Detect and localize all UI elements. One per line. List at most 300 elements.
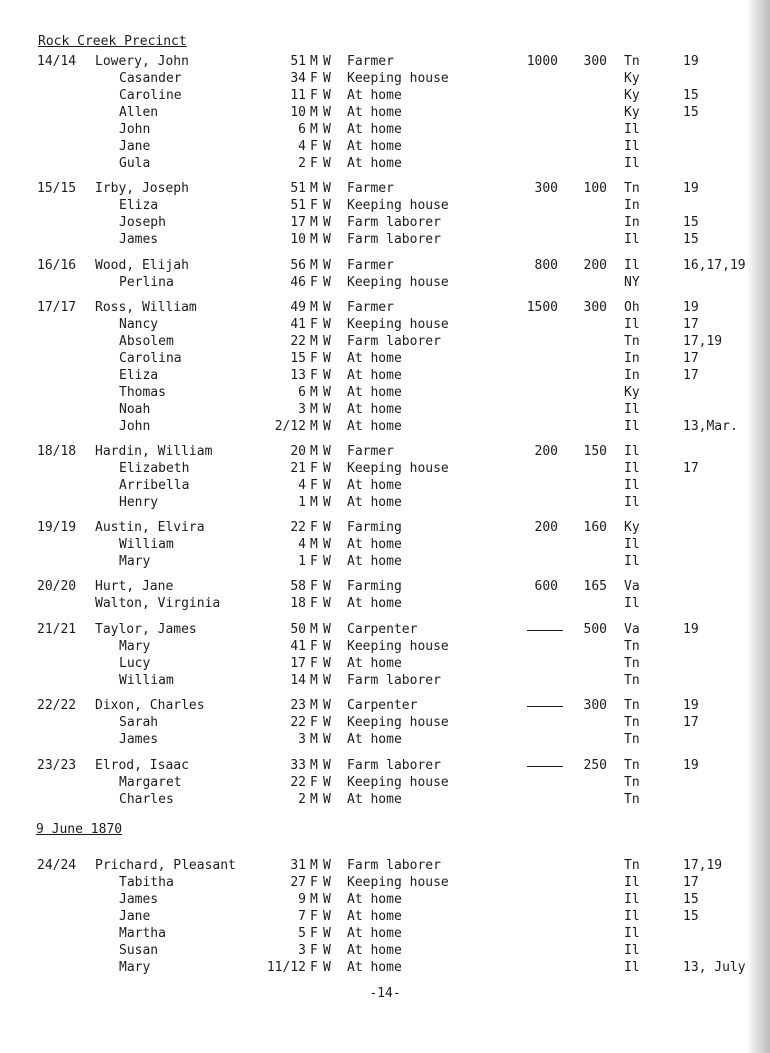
dwelling-family-number: 19/19 bbox=[37, 520, 77, 535]
personal-estate-value: 100 bbox=[583, 181, 607, 196]
dwelling-family-number: 24/24 bbox=[37, 858, 77, 873]
personal-estate-value: 200 bbox=[583, 258, 607, 273]
person-occupation: At home bbox=[347, 88, 402, 103]
birthplace: In bbox=[624, 368, 640, 383]
birthplace: Il bbox=[624, 960, 640, 975]
person-occupation: At home bbox=[347, 351, 402, 366]
person-age: 49 bbox=[290, 300, 306, 315]
person-age: 5 bbox=[298, 926, 306, 941]
person-race: W bbox=[323, 317, 331, 332]
person-name: Martha bbox=[119, 926, 166, 941]
person-race: W bbox=[323, 909, 331, 924]
person-name: Jane bbox=[119, 909, 151, 924]
census-notes: 13,Mar. bbox=[683, 419, 738, 434]
person-age: 1 bbox=[298, 554, 306, 569]
census-row bbox=[0, 757, 770, 774]
person-race: W bbox=[323, 461, 331, 476]
person-occupation: Farmer bbox=[347, 444, 394, 459]
person-sex: F bbox=[310, 554, 318, 569]
person-age: 34 bbox=[290, 71, 306, 86]
person-sex: F bbox=[310, 71, 318, 86]
birthplace: Ky bbox=[624, 385, 640, 400]
person-race: W bbox=[323, 892, 331, 907]
person-name: Charles bbox=[119, 792, 174, 807]
census-row bbox=[0, 231, 770, 248]
person-occupation: At home bbox=[347, 943, 402, 958]
person-sex: F bbox=[310, 775, 318, 790]
census-row bbox=[0, 53, 770, 70]
person-occupation: At home bbox=[347, 402, 402, 417]
birthplace: Il bbox=[624, 232, 640, 247]
person-name: Hurt, Jane bbox=[95, 579, 174, 594]
dwelling-family-number: 20/20 bbox=[37, 579, 77, 594]
birthplace: Il bbox=[624, 909, 640, 924]
person-sex: M bbox=[310, 732, 318, 747]
person-race: W bbox=[323, 673, 331, 688]
person-age: 23 bbox=[290, 698, 306, 713]
person-age: 2 bbox=[298, 792, 306, 807]
birthplace: Tn bbox=[624, 334, 640, 349]
census-notes: 17 bbox=[683, 351, 699, 366]
birthplace: Tn bbox=[624, 673, 640, 688]
birthplace: In bbox=[624, 351, 640, 366]
census-notes: 17 bbox=[683, 317, 699, 332]
census-row bbox=[0, 621, 770, 638]
census-notes: 19 bbox=[683, 622, 699, 637]
birthplace: Il bbox=[624, 139, 640, 154]
person-race: W bbox=[323, 960, 331, 975]
person-race: W bbox=[323, 139, 331, 154]
person-occupation: Keeping house bbox=[347, 71, 449, 86]
census-row bbox=[0, 214, 770, 231]
person-name: Mary bbox=[119, 639, 151, 654]
census-row bbox=[0, 104, 770, 121]
person-name: Tabitha bbox=[119, 875, 174, 890]
person-age: 20 bbox=[290, 444, 306, 459]
person-age: 58 bbox=[290, 579, 306, 594]
person-race: W bbox=[323, 215, 331, 230]
person-occupation: Keeping house bbox=[347, 715, 449, 730]
census-row bbox=[0, 553, 770, 570]
person-age: 41 bbox=[290, 317, 306, 332]
person-race: W bbox=[323, 54, 331, 69]
person-age: 4 bbox=[298, 478, 306, 493]
person-age: 10 bbox=[290, 232, 306, 247]
personal-estate-value: 300 bbox=[583, 54, 607, 69]
person-name: Prichard, Pleasant bbox=[95, 858, 236, 873]
census-notes: 15 bbox=[683, 892, 699, 907]
person-name: Thomas bbox=[119, 385, 166, 400]
census-row bbox=[0, 367, 770, 384]
birthplace: Il bbox=[624, 892, 640, 907]
real-estate-value: 200 bbox=[534, 444, 558, 459]
person-name: Absolem bbox=[119, 334, 174, 349]
person-sex: F bbox=[310, 139, 318, 154]
census-row bbox=[0, 477, 770, 494]
person-sex: F bbox=[310, 926, 318, 941]
person-race: W bbox=[323, 402, 331, 417]
person-sex: M bbox=[310, 419, 318, 434]
personal-estate-value: 165 bbox=[583, 579, 607, 594]
person-age: 2 bbox=[298, 156, 306, 171]
person-race: W bbox=[323, 596, 331, 611]
person-occupation: Keeping house bbox=[347, 461, 449, 476]
person-age: 6 bbox=[298, 385, 306, 400]
person-name: Ross, William bbox=[95, 300, 197, 315]
person-age: 13 bbox=[290, 368, 306, 383]
census-notes: 16,17,19 bbox=[683, 258, 746, 273]
person-age: 2/12 bbox=[274, 419, 306, 434]
person-occupation: Keeping house bbox=[347, 317, 449, 332]
birthplace: Tn bbox=[624, 858, 640, 873]
person-race: W bbox=[323, 943, 331, 958]
birthplace: Il bbox=[624, 156, 640, 171]
person-occupation: At home bbox=[347, 926, 402, 941]
dwelling-family-number: 22/22 bbox=[37, 698, 77, 713]
personal-estate-value: 300 bbox=[583, 300, 607, 315]
census-notes: 17,19 bbox=[683, 858, 723, 873]
person-occupation: At home bbox=[347, 478, 402, 493]
birthplace: Tn bbox=[624, 792, 640, 807]
person-sex: M bbox=[310, 232, 318, 247]
person-race: W bbox=[323, 122, 331, 137]
person-sex: F bbox=[310, 596, 318, 611]
census-notes: 17 bbox=[683, 875, 699, 890]
person-age: 17 bbox=[290, 215, 306, 230]
census-row bbox=[0, 536, 770, 553]
person-age: 46 bbox=[290, 275, 306, 290]
person-race: W bbox=[323, 926, 331, 941]
census-row bbox=[0, 731, 770, 748]
person-occupation: At home bbox=[347, 960, 402, 975]
person-race: W bbox=[323, 232, 331, 247]
person-race: W bbox=[323, 444, 331, 459]
census-row bbox=[0, 672, 770, 689]
person-sex: F bbox=[310, 715, 318, 730]
person-race: W bbox=[323, 875, 331, 890]
birthplace: Il bbox=[624, 402, 640, 417]
personal-estate-value: 300 bbox=[583, 698, 607, 713]
person-race: W bbox=[323, 258, 331, 273]
person-sex: M bbox=[310, 334, 318, 349]
census-row bbox=[0, 908, 770, 925]
census-row bbox=[0, 791, 770, 808]
census-row bbox=[0, 274, 770, 291]
birthplace: Il bbox=[624, 875, 640, 890]
census-row bbox=[0, 460, 770, 477]
personal-estate-value: 150 bbox=[583, 444, 607, 459]
birthplace: Tn bbox=[624, 758, 640, 773]
person-sex: F bbox=[310, 198, 318, 213]
person-age: 18 bbox=[290, 596, 306, 611]
person-occupation: At home bbox=[347, 156, 402, 171]
person-sex: F bbox=[310, 88, 318, 103]
person-name: Irby, Joseph bbox=[95, 181, 189, 196]
person-sex: F bbox=[310, 478, 318, 493]
person-age: 7 bbox=[298, 909, 306, 924]
person-race: W bbox=[323, 275, 331, 290]
person-sex: F bbox=[310, 579, 318, 594]
census-row bbox=[0, 180, 770, 197]
census-notes: 17 bbox=[683, 461, 699, 476]
person-race: W bbox=[323, 775, 331, 790]
birthplace: Oh bbox=[624, 300, 640, 315]
person-name: Arribella bbox=[119, 478, 190, 493]
person-race: W bbox=[323, 715, 331, 730]
person-name: James bbox=[119, 232, 159, 247]
census-row bbox=[0, 891, 770, 908]
person-occupation: Farm laborer bbox=[347, 215, 441, 230]
census-row bbox=[0, 925, 770, 942]
person-race: W bbox=[323, 639, 331, 654]
person-occupation: Keeping house bbox=[347, 198, 449, 213]
person-age: 22 bbox=[290, 775, 306, 790]
person-name: Dixon, Charles bbox=[95, 698, 205, 713]
census-row bbox=[0, 697, 770, 714]
person-occupation: At home bbox=[347, 419, 402, 434]
person-name: Taylor, James bbox=[95, 622, 197, 637]
person-sex: M bbox=[310, 181, 318, 196]
dwelling-family-number: 23/23 bbox=[37, 758, 77, 773]
person-name: Jane bbox=[119, 139, 151, 154]
person-name: Perlina bbox=[119, 275, 174, 290]
person-name: Joseph bbox=[119, 215, 166, 230]
person-occupation: At home bbox=[347, 105, 402, 120]
birthplace: Il bbox=[624, 596, 640, 611]
birthplace: Il bbox=[624, 943, 640, 958]
person-sex: M bbox=[310, 215, 318, 230]
person-occupation: Farmer bbox=[347, 181, 394, 196]
person-age: 56 bbox=[290, 258, 306, 273]
person-race: W bbox=[323, 71, 331, 86]
person-sex: F bbox=[310, 520, 318, 535]
census-row bbox=[0, 774, 770, 791]
real-estate-value bbox=[527, 706, 563, 707]
person-race: W bbox=[323, 419, 331, 434]
person-race: W bbox=[323, 520, 331, 535]
person-age: 31 bbox=[290, 858, 306, 873]
person-age: 51 bbox=[290, 54, 306, 69]
person-occupation: At home bbox=[347, 732, 402, 747]
census-notes: 19 bbox=[683, 698, 699, 713]
person-age: 6 bbox=[298, 122, 306, 137]
person-occupation: Farm laborer bbox=[347, 673, 441, 688]
birthplace: Tn bbox=[624, 181, 640, 196]
personal-estate-value: 250 bbox=[583, 758, 607, 773]
census-row bbox=[0, 714, 770, 731]
person-name: Walton, Virginia bbox=[95, 596, 221, 611]
person-sex: M bbox=[310, 495, 318, 510]
person-occupation: Carpenter bbox=[347, 698, 418, 713]
dwelling-family-number: 15/15 bbox=[37, 181, 77, 196]
person-name: Henry bbox=[119, 495, 159, 510]
real-estate-value bbox=[527, 630, 563, 631]
person-age: 50 bbox=[290, 622, 306, 637]
person-name: William bbox=[119, 673, 174, 688]
birthplace: Il bbox=[624, 478, 640, 493]
person-name: Mary bbox=[119, 554, 151, 569]
census-row bbox=[0, 595, 770, 612]
census-row bbox=[0, 384, 770, 401]
person-name: Noah bbox=[119, 402, 151, 417]
person-sex: F bbox=[310, 156, 318, 171]
person-occupation: Farmer bbox=[347, 54, 394, 69]
person-name: William bbox=[119, 537, 174, 552]
person-sex: M bbox=[310, 698, 318, 713]
birthplace: Il bbox=[624, 554, 640, 569]
person-age: 22 bbox=[290, 520, 306, 535]
person-age: 3 bbox=[298, 732, 306, 747]
census-row bbox=[0, 578, 770, 595]
census-notes: 17 bbox=[683, 715, 699, 730]
person-occupation: Farming bbox=[347, 579, 402, 594]
person-occupation: At home bbox=[347, 792, 402, 807]
person-race: W bbox=[323, 792, 331, 807]
person-name: Casander bbox=[119, 71, 182, 86]
person-sex: M bbox=[310, 444, 318, 459]
person-occupation: Farming bbox=[347, 520, 402, 535]
person-name: Eliza bbox=[119, 198, 159, 213]
person-name: Caroline bbox=[119, 88, 182, 103]
person-sex: M bbox=[310, 300, 318, 315]
person-name: Lucy bbox=[119, 656, 151, 671]
person-age: 4 bbox=[298, 537, 306, 552]
person-sex: M bbox=[310, 54, 318, 69]
birthplace: Tn bbox=[624, 656, 640, 671]
census-row bbox=[0, 443, 770, 460]
page-number: -14- bbox=[369, 986, 401, 1001]
person-name: Wood, Elijah bbox=[95, 258, 189, 273]
birthplace: Tn bbox=[624, 775, 640, 790]
person-age: 14 bbox=[290, 673, 306, 688]
person-name: Nancy bbox=[119, 317, 159, 332]
person-sex: F bbox=[310, 909, 318, 924]
census-notes: 17 bbox=[683, 368, 699, 383]
person-occupation: At home bbox=[347, 122, 402, 137]
person-occupation: At home bbox=[347, 495, 402, 510]
person-occupation: At home bbox=[347, 656, 402, 671]
person-occupation: Carpenter bbox=[347, 622, 418, 637]
person-sex: M bbox=[310, 105, 318, 120]
person-race: W bbox=[323, 181, 331, 196]
birthplace: Tn bbox=[624, 715, 640, 730]
birthplace: Il bbox=[624, 926, 640, 941]
person-race: W bbox=[323, 368, 331, 383]
person-sex: M bbox=[310, 258, 318, 273]
person-name: Elizabeth bbox=[119, 461, 190, 476]
census-notes: 19 bbox=[683, 758, 699, 773]
dwelling-family-number: 14/14 bbox=[37, 54, 77, 69]
person-race: W bbox=[323, 88, 331, 103]
birthplace: Tn bbox=[624, 54, 640, 69]
person-sex: F bbox=[310, 317, 318, 332]
birthplace: NY bbox=[624, 275, 640, 290]
real-estate-value: 1000 bbox=[526, 54, 558, 69]
person-name: James bbox=[119, 892, 159, 907]
person-occupation: Farm laborer bbox=[347, 232, 441, 247]
birthplace: Tn bbox=[624, 639, 640, 654]
real-estate-value: 200 bbox=[534, 520, 558, 535]
person-race: W bbox=[323, 495, 331, 510]
real-estate-value: 300 bbox=[534, 181, 558, 196]
person-race: W bbox=[323, 198, 331, 213]
person-sex: M bbox=[310, 792, 318, 807]
person-name: James bbox=[119, 732, 159, 747]
person-race: W bbox=[323, 579, 331, 594]
person-sex: F bbox=[310, 639, 318, 654]
dwelling-family-number: 21/21 bbox=[37, 622, 77, 637]
census-row bbox=[0, 155, 770, 172]
census-row bbox=[0, 857, 770, 874]
person-age: 10 bbox=[290, 105, 306, 120]
person-age: 4 bbox=[298, 139, 306, 154]
birthplace: Il bbox=[624, 444, 640, 459]
dwelling-family-number: 17/17 bbox=[37, 300, 77, 315]
person-sex: F bbox=[310, 875, 318, 890]
person-sex: M bbox=[310, 858, 318, 873]
real-estate-value bbox=[527, 766, 563, 767]
real-estate-value: 600 bbox=[534, 579, 558, 594]
census-row bbox=[0, 418, 770, 435]
dwelling-family-number: 18/18 bbox=[37, 444, 77, 459]
person-age: 15 bbox=[290, 351, 306, 366]
person-age: 22 bbox=[290, 334, 306, 349]
person-name: Carolina bbox=[119, 351, 182, 366]
person-sex: M bbox=[310, 892, 318, 907]
person-name: Mary bbox=[119, 960, 151, 975]
person-occupation: At home bbox=[347, 537, 402, 552]
person-race: W bbox=[323, 758, 331, 773]
dwelling-family-number: 16/16 bbox=[37, 258, 77, 273]
census-row bbox=[0, 942, 770, 959]
census-row bbox=[0, 70, 770, 87]
person-occupation: At home bbox=[347, 139, 402, 154]
person-age: 27 bbox=[290, 875, 306, 890]
person-age: 11/12 bbox=[266, 960, 306, 975]
person-race: W bbox=[323, 698, 331, 713]
personal-estate-value: 500 bbox=[583, 622, 607, 637]
census-notes: 15 bbox=[683, 105, 699, 120]
birthplace: Il bbox=[624, 122, 640, 137]
birthplace: Il bbox=[624, 317, 640, 332]
person-race: W bbox=[323, 105, 331, 120]
census-row bbox=[0, 874, 770, 891]
census-row bbox=[0, 316, 770, 333]
person-age: 33 bbox=[290, 758, 306, 773]
census-notes: 15 bbox=[683, 88, 699, 103]
person-sex: M bbox=[310, 758, 318, 773]
real-estate-value: 800 bbox=[534, 258, 558, 273]
census-row bbox=[0, 138, 770, 155]
birthplace: Ky bbox=[624, 105, 640, 120]
census-notes: 15 bbox=[683, 215, 699, 230]
enumeration-date-heading: 9 June 1870 bbox=[36, 822, 123, 837]
person-sex: M bbox=[310, 402, 318, 417]
census-notes: 17,19 bbox=[683, 334, 723, 349]
person-race: W bbox=[323, 351, 331, 366]
person-name: John bbox=[119, 122, 151, 137]
census-notes: 15 bbox=[683, 909, 699, 924]
census-row bbox=[0, 257, 770, 274]
person-name: Eliza bbox=[119, 368, 159, 383]
census-row bbox=[0, 638, 770, 655]
person-name: Margaret bbox=[119, 775, 182, 790]
census-row bbox=[0, 87, 770, 104]
person-occupation: At home bbox=[347, 368, 402, 383]
person-sex: M bbox=[310, 622, 318, 637]
person-age: 17 bbox=[290, 656, 306, 671]
census-notes: 13, July bbox=[683, 960, 746, 975]
